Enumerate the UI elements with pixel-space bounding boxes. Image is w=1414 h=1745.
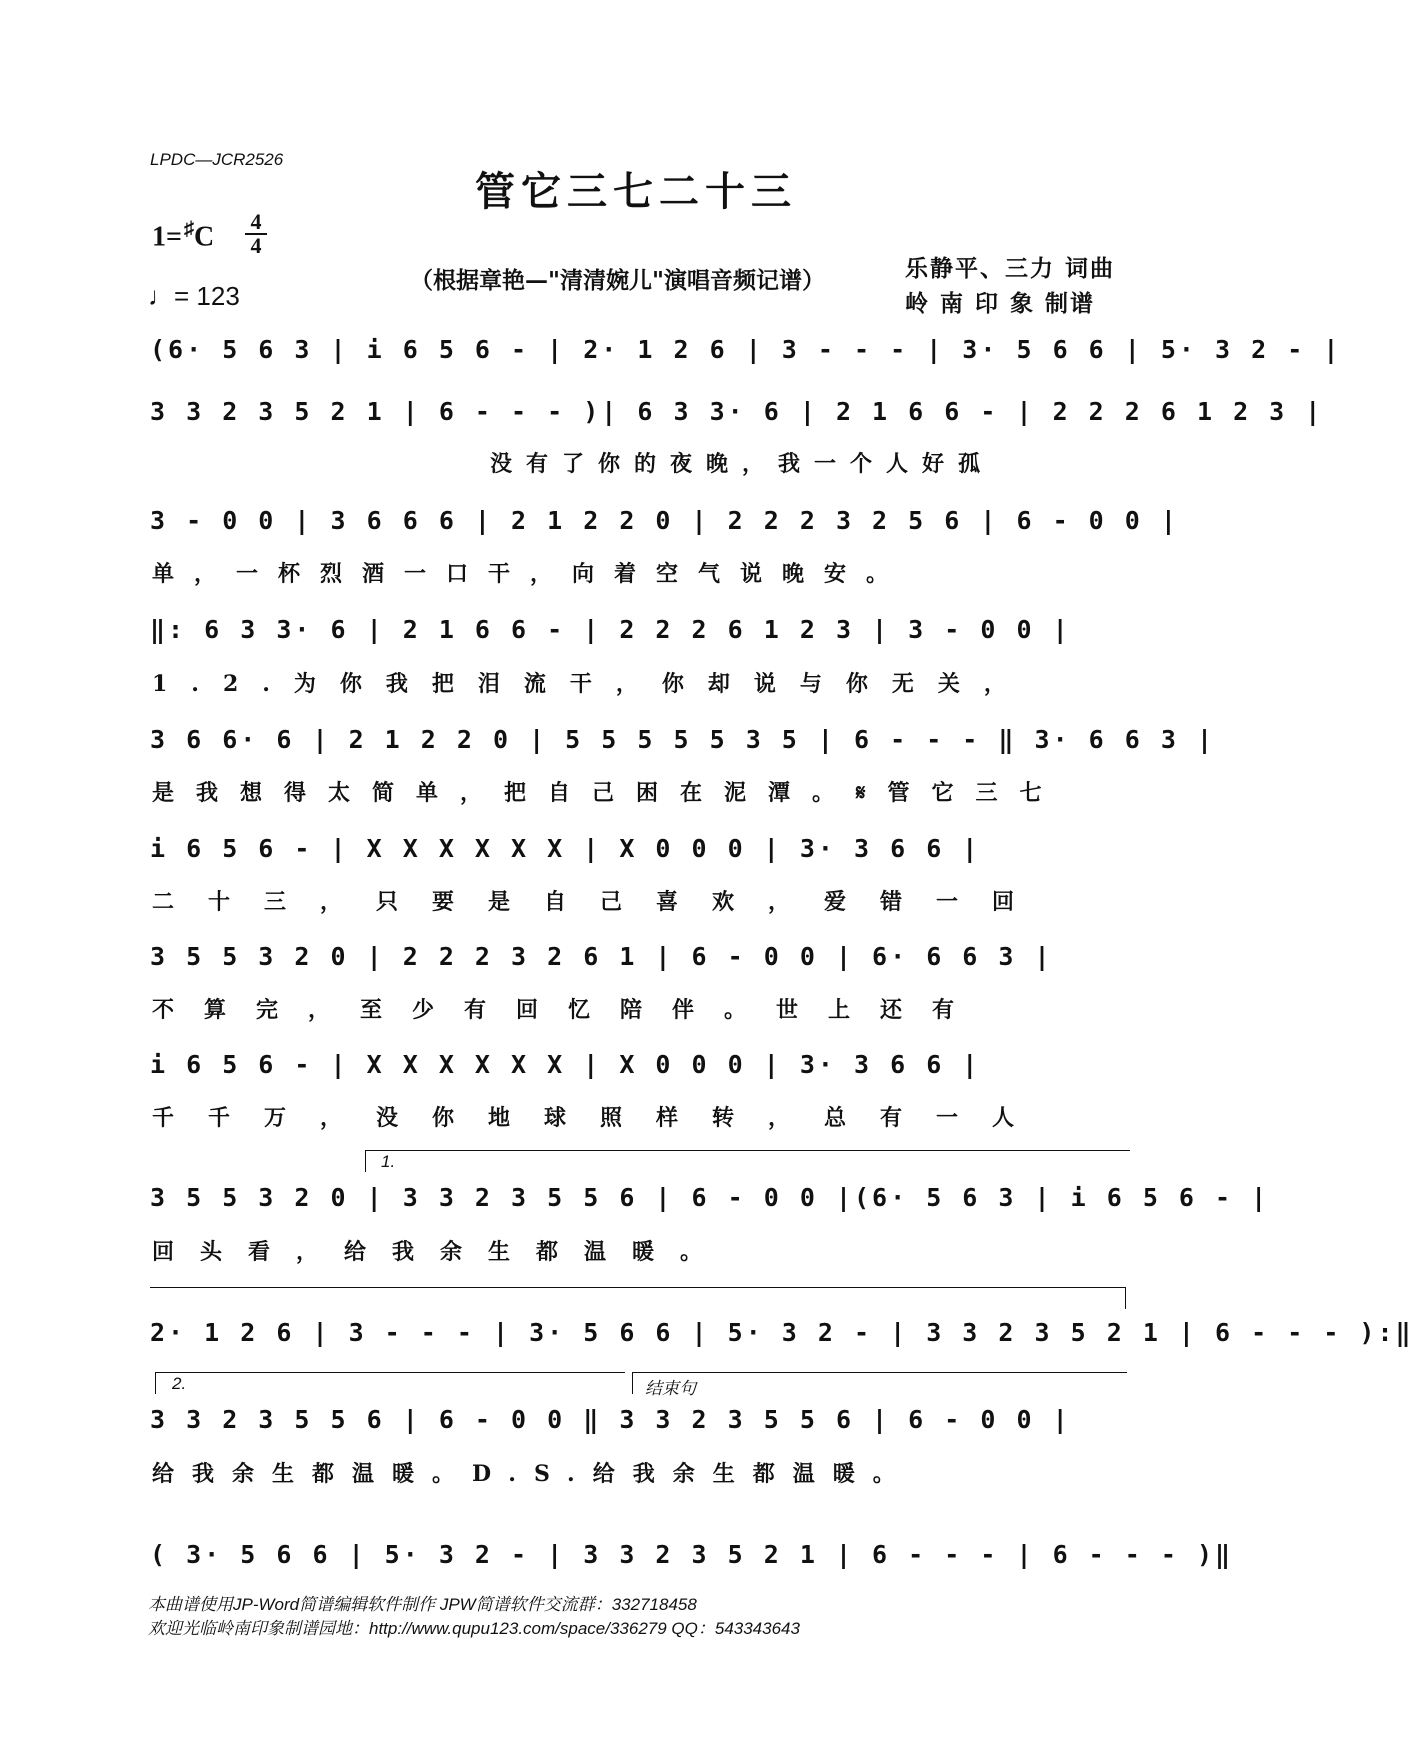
music-row: 3 5 5 3 2 0 | 3 3 2 3 5 5 6 | 6 - 0 0 |(6· 5 6 3 | i 6 5 6 - | [150, 1183, 1270, 1212]
lyric-row: 是我想得太简单，把自己困在泥潭。𝄋管它三七 [152, 780, 1064, 806]
credit-lyrics: 乐静平、三力 词曲 [905, 255, 1116, 282]
volta-bracket [365, 1150, 366, 1172]
subtitle: （根据章艳—"清清婉儿"演唱音频记谱） [410, 267, 825, 294]
song-title: 管它三七二十三 [475, 168, 797, 215]
lyric-row: 1.2.为你我把泪流干，你却说与你无关， [152, 671, 1030, 697]
ending-label: 结束句 [645, 1379, 696, 1398]
key-note: C [193, 221, 215, 253]
music-row: i 6 5 6 - | X X X X X X | X 0 0 0 | 3· 3 6 6 | [150, 834, 981, 863]
lyric-row: 单，一杯烈酒一口干，向着空气说晚安。 [152, 561, 909, 587]
music-row: 3 - 0 0 | 3 6 6 6 | 2 1 2 2 0 | 2 2 2 3 2 5 6 | 6 - 0 0 | [150, 506, 1179, 535]
tempo-marking: ♩= 123 [148, 281, 240, 311]
music-row: ( 3· 5 6 6 | 5· 3 2 - | 3 3 2 3 5 2 1 | 6 - - - | 6 - - - )‖ [150, 1540, 1234, 1569]
music-row: 3 3 2 3 5 2 1 | 6 - - - )| 6 3 3· 6 | 2 1 6 6 - | 2 2 2 6 1 2 3 | [150, 397, 1324, 426]
lyric-row: 不算完，至少有回忆陪伴。世上还有 [152, 997, 985, 1023]
ending-bracket-line [632, 1372, 1127, 1373]
credit-notation: 岭 南 印 象 制谱 [905, 290, 1096, 317]
lyric-row: 二十三，只要是自己喜欢，爱错一回 [152, 889, 1049, 915]
music-row: 3 5 5 3 2 0 | 2 2 2 3 2 6 1 | 6 - 0 0 | 6· 6 6 3 | [150, 942, 1053, 971]
music-row: 3 6 6· 6 | 2 1 2 2 0 | 5 5 5 5 5 3 5 | 6 - - - ‖ 3· 6 6 3 | [150, 725, 1216, 754]
volta-bracket [155, 1372, 156, 1394]
key-prefix: 1= [152, 221, 182, 253]
music-row: 3 3 2 3 5 5 6 | 6 - 0 0 ‖ 3 3 2 3 5 5 6 | 6 - 0 0 | [150, 1405, 1071, 1434]
lyric-row: 千千万，没你地球照样转，总有一人 [152, 1105, 1049, 1131]
score-code: LPDC—JCR2526 [150, 150, 284, 169]
lyric-row: 没有了你的夜晚，我一个人好孤 [490, 451, 995, 477]
music-row: 2· 1 2 6 | 3 - - - | 3· 5 6 6 | 5· 3 2 - | 3 3 2 3 5 2 1 | 6 - - - ):‖ [150, 1318, 1414, 1347]
time-bottom: 4 [250, 233, 262, 258]
ending-bracket [632, 1372, 633, 1394]
music-row: i 6 5 6 - | X X X X X X | X 0 0 0 | 3· 3 6 6 | [150, 1050, 981, 1079]
footer-line: 欢迎光临岭南印象制谱园地：http://www.qupu123.com/space/336279 QQ：543343643 [148, 1619, 800, 1638]
volta-first-label: 1. [381, 1152, 396, 1171]
key-signature [152, 218, 214, 253]
volta-second-label: 2. [172, 1374, 187, 1393]
music-row: (6· 5 6 3 | i 6 5 6 - | 2· 1 2 6 | 3 - - - | 3· 5 6 6 | 5· 3 2 - | [150, 335, 1342, 364]
lyric-row: 回头看，给我余生都温暖。 [152, 1239, 729, 1265]
time-top: 4 [250, 209, 262, 234]
music-row: ‖: 6 3 3· 6 | 2 1 6 6 - | 2 2 2 6 1 2 3 | 3 - 0 0 | [150, 615, 1071, 644]
volta-bracket-line [365, 1150, 1130, 1151]
lyric-row: 给我余生都温暖。D.S.给我余生都温暖。 [152, 1461, 913, 1487]
volta-bracket-line [155, 1372, 625, 1373]
sharp-icon: ♯ [183, 218, 194, 240]
time-signature [245, 209, 267, 258]
footer-line: 本曲谱使用JP-Word简谱编辑软件制作 JPW简谱软件交流群：332718458 [148, 1595, 697, 1614]
volta-bracket-line [150, 1287, 1126, 1288]
volta-bracket [1125, 1287, 1126, 1309]
